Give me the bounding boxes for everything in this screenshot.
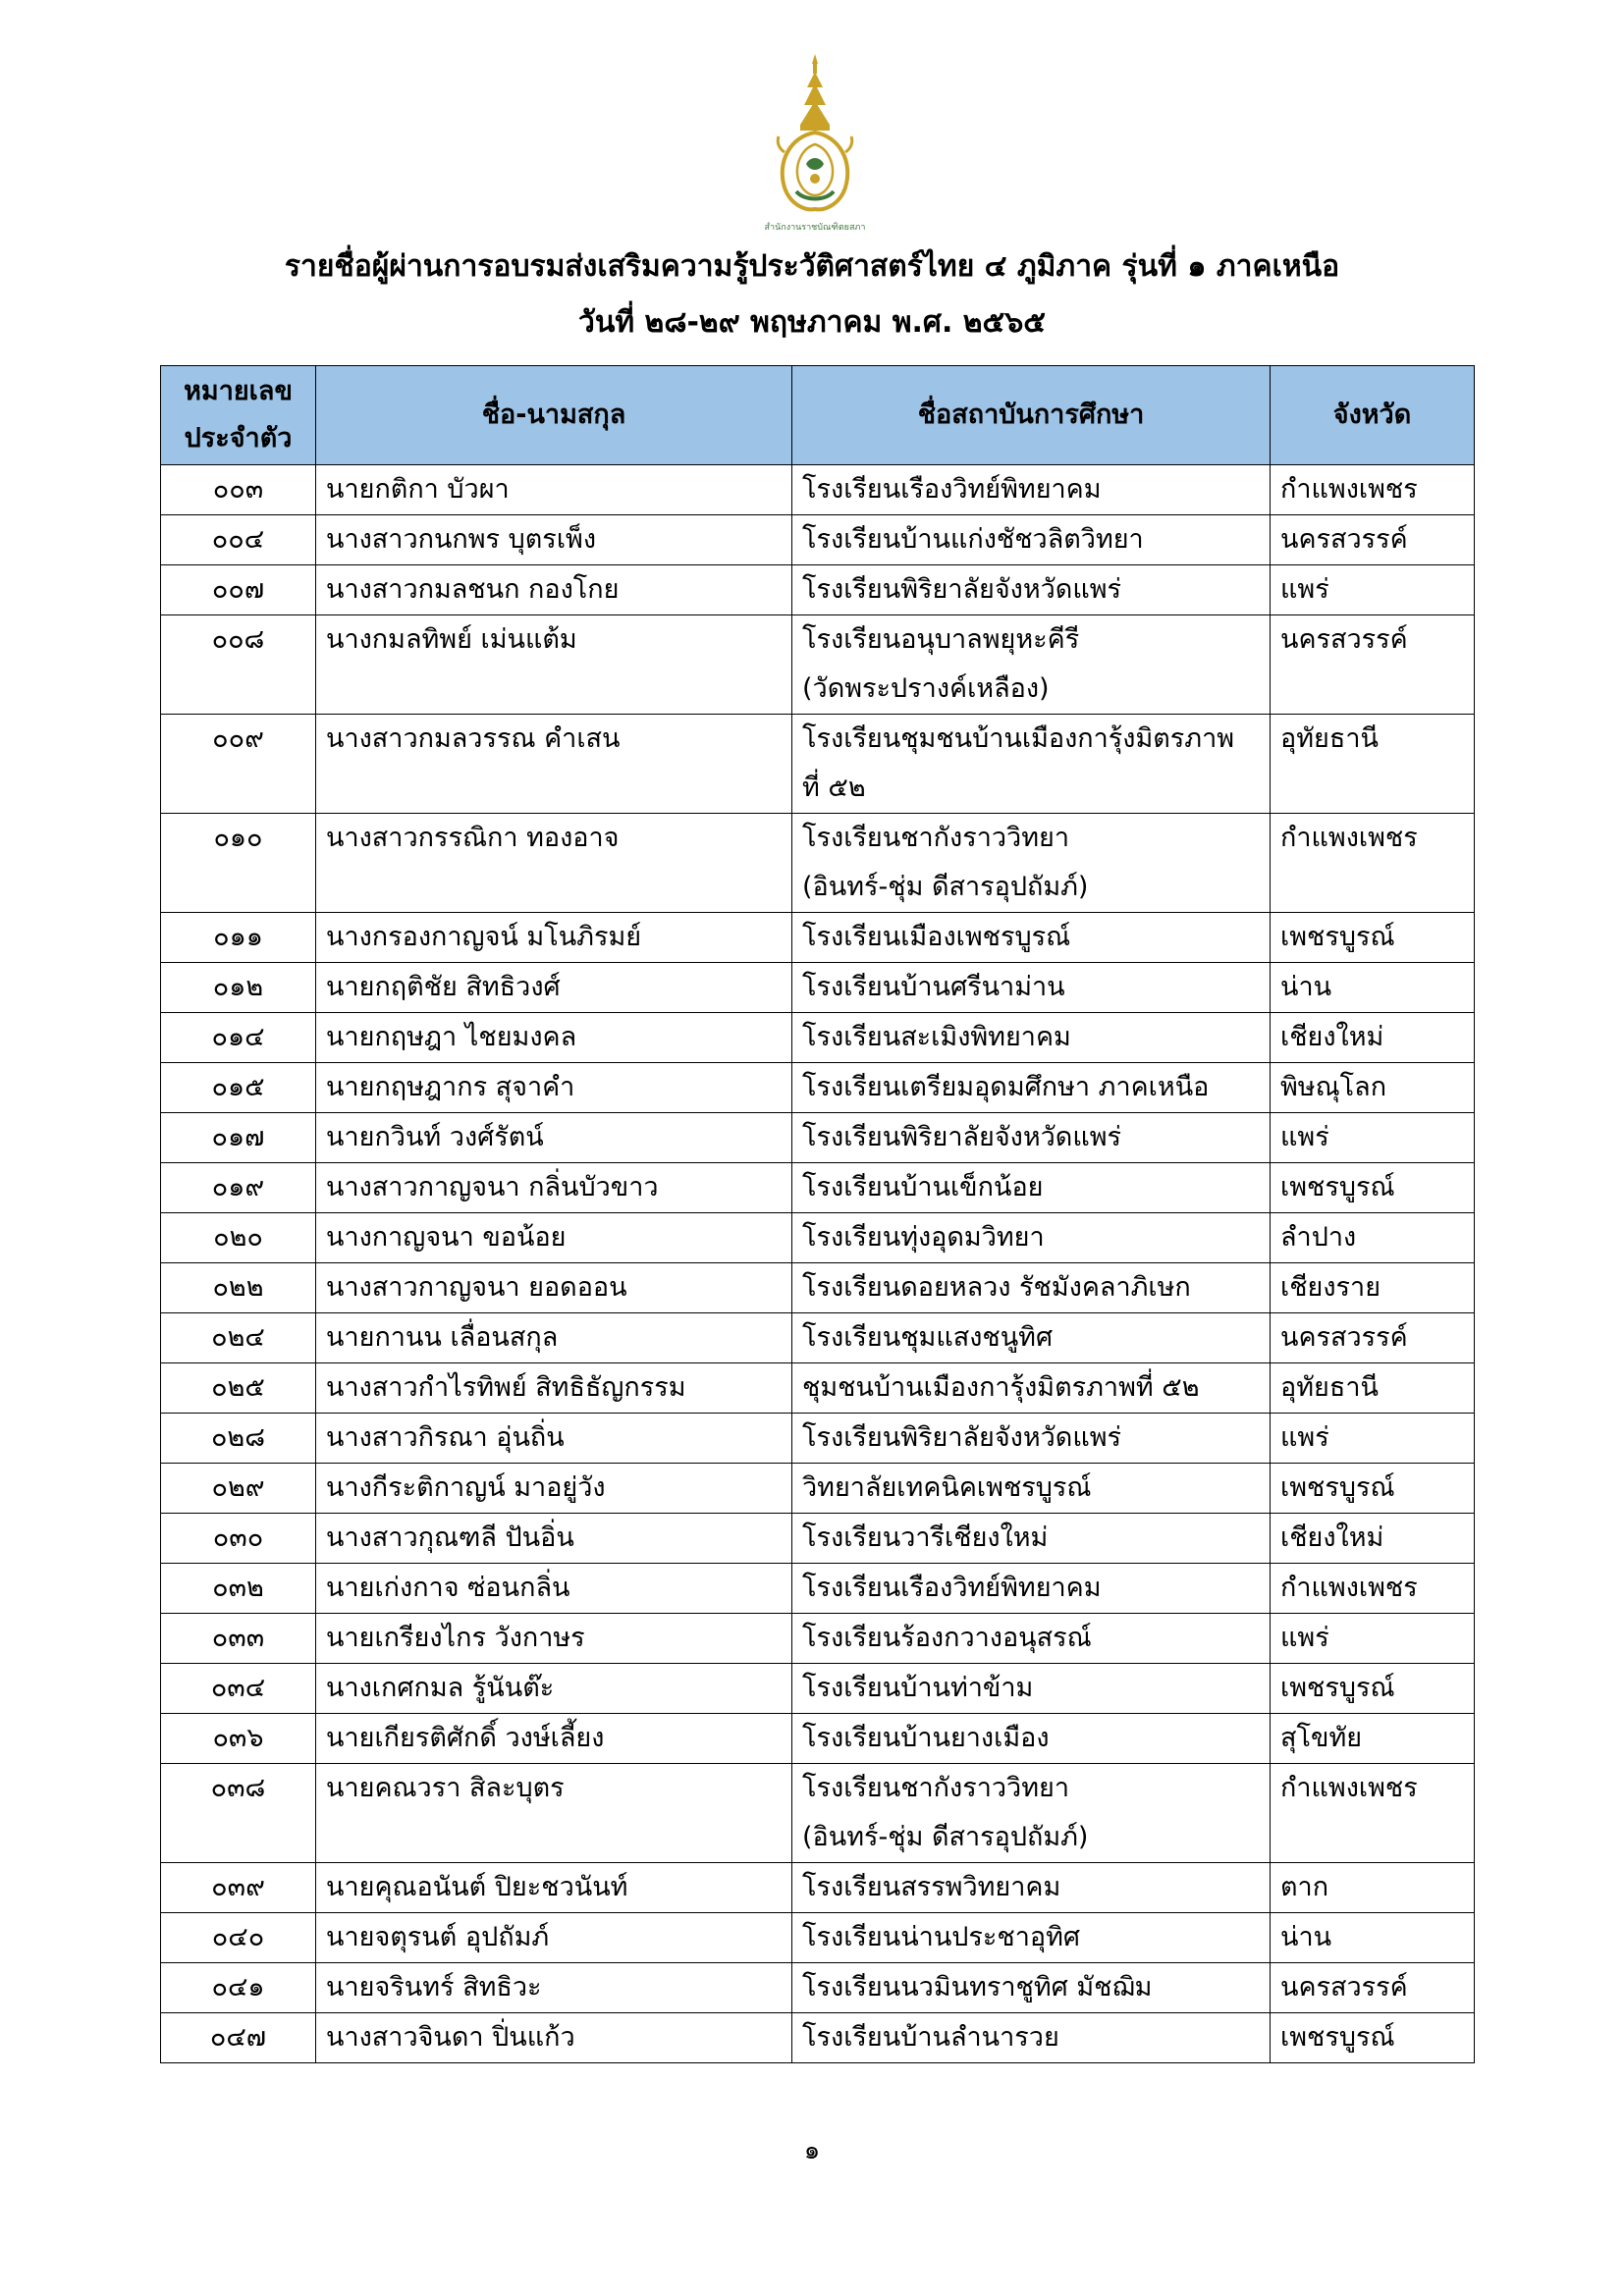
participant-name: นายเก่งกาจ ซ่อนกลิ่น	[316, 1564, 792, 1614]
table-row	[161, 2013, 1475, 2063]
participant-province: นครสวรรค์	[1271, 515, 1475, 565]
institution-line: โรงเรียนวารีเชียงใหม่	[802, 1522, 1049, 1553]
participant-province: เพชรบูรณ์	[1271, 1664, 1475, 1714]
participant-id: ๐๑๑	[161, 913, 316, 963]
table-row	[161, 1464, 1475, 1514]
participant-province: เพชรบูรณ์	[1271, 1163, 1475, 1213]
participant-institution	[792, 1063, 1271, 1113]
table-row	[161, 1863, 1475, 1913]
table-row	[161, 1963, 1475, 2013]
table-row	[161, 1514, 1475, 1564]
institution-line: โรงเรียนพิริยาลัยจังหวัดแพร่	[802, 1422, 1122, 1453]
table-row	[161, 1764, 1475, 1863]
institution-line: โรงเรียนเรืองวิทย์พิทยาคม	[802, 1573, 1102, 1603]
participant-name: นายกติกา บัวผา	[316, 465, 792, 515]
participant-id: ๐๔๗	[161, 2013, 316, 2063]
institution-line: โรงเรียนบ้านยางเมือง	[802, 1723, 1050, 1753]
participant-province: เชียงใหม่	[1271, 1514, 1475, 1564]
participant-table	[160, 365, 1475, 2063]
table-row	[161, 1913, 1475, 1963]
participant-name: นายกฤติชัย สิทธิวงศ์	[316, 963, 792, 1013]
table-row	[161, 715, 1475, 814]
table-row	[161, 565, 1475, 615]
column-header-id	[161, 366, 316, 465]
participant-institution	[792, 1013, 1271, 1063]
table-row	[161, 465, 1475, 515]
page-number: ๑	[803, 2136, 821, 2165]
participant-id: ๐๒๘	[161, 1414, 316, 1464]
participant-province: เพชรบูรณ์	[1271, 1464, 1475, 1514]
institution-line: ชุมชนบ้านเมืองการุ้งมิตรภาพที่ ๕๒	[802, 1372, 1200, 1403]
table-row	[161, 1263, 1475, 1313]
emblem-caption: สำนักงานราชบัณฑิตยสภา	[764, 223, 866, 233]
column-header-id-line2: ประจำตัว	[184, 423, 293, 454]
participant-province: แพร่	[1271, 1614, 1475, 1664]
participant-id: ๐๑๙	[161, 1163, 316, 1213]
participant-province: ลำปาง	[1271, 1213, 1475, 1263]
table-row	[161, 615, 1475, 715]
institution-line: โรงเรียนบ้านลำนารวย	[802, 2022, 1059, 2053]
participant-name: นางสาวกรรณิกา ทองอาจ	[316, 814, 792, 913]
participant-id: ๐๓๒	[161, 1564, 316, 1614]
participant-name: นางสาวกาญจนา กลิ่นบัวขาว	[316, 1163, 792, 1213]
participant-id: ๐๐๘	[161, 615, 316, 715]
participant-id: ๐๓๖	[161, 1714, 316, 1764]
table-row	[161, 1013, 1475, 1063]
participant-province: น่าน	[1271, 1913, 1475, 1963]
participant-province: น่าน	[1271, 963, 1475, 1013]
participant-id: ๐๐๗	[161, 565, 316, 615]
institution-line: โรงเรียนบ้านศรีนาม่าน	[802, 972, 1065, 1002]
participant-id: ๐๐๓	[161, 465, 316, 515]
table-row	[161, 1614, 1475, 1664]
column-header-id-line1: หมายเลข	[184, 376, 293, 406]
participant-name: นางสาวกาญจนา ยอดออน	[316, 1263, 792, 1313]
participant-name: นางสาวกนกพร บุตรเพ็ง	[316, 515, 792, 565]
participant-province: เชียงใหม่	[1271, 1013, 1475, 1063]
participant-province: อุทัยธานี	[1271, 715, 1475, 814]
table-row	[161, 963, 1475, 1013]
table-body	[161, 465, 1475, 2063]
participant-institution	[792, 565, 1271, 615]
participant-institution	[792, 1363, 1271, 1414]
participant-province: แพร่	[1271, 1414, 1475, 1464]
table-row	[161, 1564, 1475, 1614]
participant-name: นางสาวกิรณา อุ่นถิ่น	[316, 1414, 792, 1464]
institution-line: วิทยาลัยเทคนิคเพชรบูรณ์	[802, 1472, 1092, 1503]
participant-institution	[792, 1464, 1271, 1514]
column-header-province: จังหวัด	[1271, 366, 1475, 465]
participant-id: ๐๓๓	[161, 1614, 316, 1664]
institution-line: โรงเรียนนวมินทราชูทิศ มัชฌิม	[802, 1972, 1153, 2002]
table-row	[161, 1163, 1475, 1213]
participant-name: นายกฤษฎา ไชยมงคล	[316, 1013, 792, 1063]
table-row	[161, 1063, 1475, 1113]
participant-id: ๐๒๒	[161, 1263, 316, 1313]
participant-name: นางกีระติกาญน์ มาอยู่วัง	[316, 1464, 792, 1514]
column-header-name: ชื่อ-นามสกุล	[316, 366, 792, 465]
participant-institution	[792, 1664, 1271, 1714]
participant-id: ๐๓๔	[161, 1664, 316, 1714]
participant-name: นางกรองกาญจน์ มโนภิรมย์	[316, 913, 792, 963]
institution-line: โรงเรียนดอยหลวง รัชมังคลาภิเษก	[802, 1272, 1191, 1303]
participant-institution	[792, 1714, 1271, 1764]
table-row	[161, 913, 1475, 963]
participant-province: สุโขทัย	[1271, 1714, 1475, 1764]
table-row	[161, 1414, 1475, 1464]
participant-name: นางเกศกมล รู้นันต๊ะ	[316, 1664, 792, 1714]
institution-line: (วัดพระปรางค์เหลือง)	[802, 673, 1050, 704]
institution-line: โรงเรียนบ้านท่าข้าม	[802, 1673, 1034, 1703]
participant-id: ๐๑๐	[161, 814, 316, 913]
participant-id: ๐๒๙	[161, 1464, 316, 1514]
participant-name: นางสาวจินดา ปิ่นแก้ว	[316, 2013, 792, 2063]
participant-id: ๐๑๗	[161, 1113, 316, 1163]
participant-id: ๐๔๐	[161, 1913, 316, 1963]
institution-line: โรงเรียนเตรียมอุดมศึกษา ภาคเหนือ	[802, 1072, 1210, 1102]
participant-province: กำแพงเพชร	[1271, 814, 1475, 913]
participant-id: ๐๐๙	[161, 715, 316, 814]
participant-name: นายกานน เลื่อนสกุล	[316, 1313, 792, 1363]
participant-name: นางสาวกุณฑลี ปันอิ่น	[316, 1514, 792, 1564]
participant-name: นางสาวกมลวรรณ คำเสน	[316, 715, 792, 814]
participant-institution	[792, 1313, 1271, 1363]
document-date: วันที่ ๒๘-๒๙ พฤษภาคม พ.ศ. ๒๕๖๕	[577, 305, 1047, 340]
institution-line: โรงเรียนร้องกวางอนุสรณ์	[802, 1623, 1092, 1653]
participant-name: นายจรินทร์ สิทธิวะ	[316, 1963, 792, 2013]
participant-name: นางกมลทิพย์ เม่นแต้ม	[316, 615, 792, 715]
participant-province: เพชรบูรณ์	[1271, 2013, 1475, 2063]
participant-institution	[792, 1514, 1271, 1564]
participant-province: กำแพงเพชร	[1271, 1764, 1475, 1863]
participant-institution	[792, 1863, 1271, 1913]
participant-province: กำแพงเพชร	[1271, 465, 1475, 515]
participant-province: ตาก	[1271, 1863, 1475, 1913]
participant-province: แพร่	[1271, 565, 1475, 615]
participant-institution	[792, 1113, 1271, 1163]
institution-line: โรงเรียนชากังราววิทยา	[802, 823, 1069, 853]
institution-line: โรงเรียนชากังราววิทยา	[802, 1773, 1069, 1803]
institution-line: โรงเรียนชุมแสงชนูทิศ	[802, 1322, 1054, 1353]
participant-province: พิษณุโลก	[1271, 1063, 1475, 1113]
participant-institution	[792, 963, 1271, 1013]
institution-line: โรงเรียนเรืองวิทย์พิทยาคม	[802, 474, 1102, 505]
participant-institution	[792, 1614, 1271, 1664]
participant-name: นายจตุรนต์ อุปถัมภ์	[316, 1913, 792, 1963]
participant-id: ๐๓๘	[161, 1764, 316, 1863]
participant-institution	[792, 1764, 1271, 1863]
table-row	[161, 1213, 1475, 1263]
institution-line: (อินทร์-ชุ่ม ดีสารอุปถัมภ์)	[802, 1822, 1089, 1852]
participant-id: ๐๔๑	[161, 1963, 316, 2013]
participant-institution	[792, 1564, 1271, 1614]
table-row	[161, 814, 1475, 913]
institution-line: โรงเรียนอนุบาลพยุหะคีรี	[802, 624, 1080, 655]
table-row	[161, 1714, 1475, 1764]
column-header-institution: ชื่อสถาบันการศึกษา	[792, 366, 1271, 465]
institution-line: (อินทร์-ชุ่ม ดีสารอุปถัมภ์)	[802, 872, 1089, 902]
participant-province: เชียงราย	[1271, 1263, 1475, 1313]
document-title: รายชื่อผู้ผ่านการอบรมส่งเสริมความรู้ประวัติศาสตร์ไทย ๔ ภูมิภาค รุ่นที่ ๑ ภาคเหนือ	[284, 249, 1340, 284]
table-row	[161, 1313, 1475, 1363]
participant-institution	[792, 1263, 1271, 1313]
participant-id: ๐๑๔	[161, 1013, 316, 1063]
participant-name: นายกฤษฎากร สุจาคำ	[316, 1063, 792, 1113]
participant-institution	[792, 715, 1271, 814]
table-row	[161, 1113, 1475, 1163]
institution-line: โรงเรียนชุมชนบ้านเมืองการุ้งมิตรภาพ	[802, 723, 1235, 754]
participant-name: นางสาวกมลชนก กองโกย	[316, 565, 792, 615]
participant-institution	[792, 913, 1271, 963]
participant-province: นครสวรรค์	[1271, 1963, 1475, 2013]
institution-line: โรงเรียนทุ่งอุดมวิทยา	[802, 1222, 1045, 1253]
participant-province: อุทัยธานี	[1271, 1363, 1475, 1414]
institution-line: โรงเรียนบ้านแก่งชัชวลิตวิทยา	[802, 524, 1144, 555]
participant-id: ๐๑๒	[161, 963, 316, 1013]
participant-province: แพร่	[1271, 1113, 1475, 1163]
ornate-crest-icon	[764, 54, 866, 233]
participant-institution	[792, 814, 1271, 913]
participant-institution	[792, 1414, 1271, 1464]
institution-line: โรงเรียนสะเมิงพิทยาคม	[802, 1022, 1071, 1052]
participant-province: เพชรบูรณ์	[1271, 913, 1475, 963]
participant-id: ๐๒๔	[161, 1313, 316, 1363]
participant-id: ๐๒๕	[161, 1363, 316, 1414]
participant-institution	[792, 1213, 1271, 1263]
participant-institution	[792, 465, 1271, 515]
participant-province: นครสวรรค์	[1271, 1313, 1475, 1363]
participant-province: นครสวรรค์	[1271, 615, 1475, 715]
participant-name: นายเกียรติศักดิ์ วงษ์เลี้ยง	[316, 1714, 792, 1764]
participant-id: ๐๑๕	[161, 1063, 316, 1113]
participant-name: นางสาวกำไรทิพย์ สิทธิธัญกรรม	[316, 1363, 792, 1414]
participant-institution	[792, 515, 1271, 565]
participant-name: นางกาญจนา ขอน้อย	[316, 1213, 792, 1263]
participant-institution	[792, 1913, 1271, 1963]
participant-institution	[792, 2013, 1271, 2063]
institution-line: โรงเรียนน่านประชาอุทิศ	[802, 1922, 1081, 1952]
participant-institution	[792, 615, 1271, 715]
table-row	[161, 1363, 1475, 1414]
institution-line: ที่ ๕๒	[802, 773, 866, 803]
participant-id: ๐๐๔	[161, 515, 316, 565]
participant-name: นายกวินท์ วงศ์รัตน์	[316, 1113, 792, 1163]
participant-id: ๐๓๙	[161, 1863, 316, 1913]
institution-line: โรงเรียนบ้านเข็กน้อย	[802, 1172, 1044, 1202]
institution-line: โรงเรียนพิริยาลัยจังหวัดแพร่	[802, 574, 1122, 605]
institution-line: โรงเรียนสรรพวิทยาคม	[802, 1872, 1061, 1902]
participant-name: นายเกรียงไกร วังกาษร	[316, 1614, 792, 1664]
participant-institution	[792, 1963, 1271, 2013]
table-header-row	[161, 366, 1475, 465]
institution-line: โรงเรียนเมืองเพชรบูรณ์	[802, 922, 1071, 952]
table-row	[161, 515, 1475, 565]
participant-province: กำแพงเพชร	[1271, 1564, 1475, 1614]
participant-id: ๐๒๐	[161, 1213, 316, 1263]
participant-institution	[792, 1163, 1271, 1213]
participant-id: ๐๓๐	[161, 1514, 316, 1564]
institution-line: โรงเรียนพิริยาลัยจังหวัดแพร่	[802, 1122, 1122, 1152]
participant-name: นายคณวรา สิละบุตร	[316, 1764, 792, 1863]
participant-name: นายคุณอนันต์ ปิยะชวนันท์	[316, 1863, 792, 1913]
table-row	[161, 1664, 1475, 1714]
